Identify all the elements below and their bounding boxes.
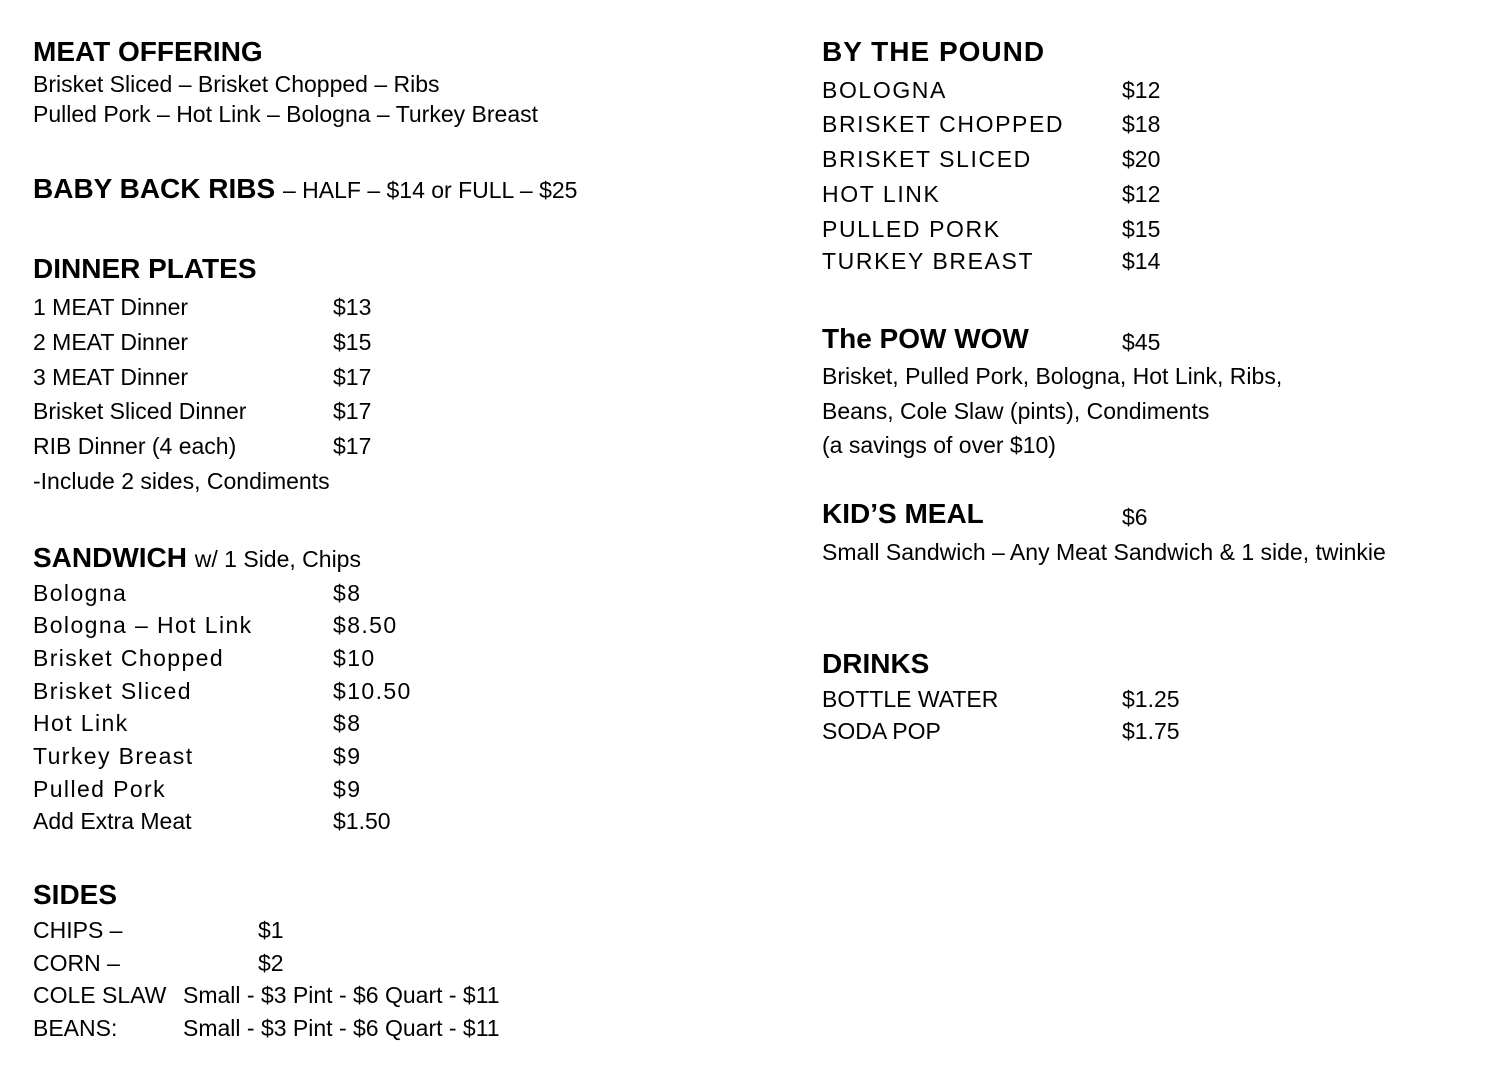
pound-item-price: $15 — [1122, 216, 1161, 242]
dinner-plate-price: $13 — [333, 294, 372, 320]
dinner-plate-row — [33, 397, 633, 427]
sandwich-price: $8 — [333, 710, 362, 736]
dinner-plates-note: -Include 2 sides, Condiments — [33, 468, 330, 494]
dinner-plate-price: $17 — [333, 433, 372, 459]
pound-item-name: PULLED PORK — [822, 216, 1001, 242]
pound-row — [822, 76, 1422, 106]
sandwich-price: $1.50 — [333, 808, 391, 834]
dinner-plate-row — [33, 328, 633, 358]
sandwich-name: Hot Link — [33, 710, 129, 736]
kids-meal-description: Small Sandwich – Any Meat Sandwich & 1 side, twinkie — [822, 539, 1386, 565]
drink-row — [822, 717, 1422, 747]
pound-item-price: $12 — [1122, 181, 1161, 207]
meat-offering-heading: MEAT OFFERING — [33, 36, 263, 67]
sandwich-price: $8.50 — [333, 612, 398, 638]
sides-heading: SIDES — [33, 879, 118, 910]
side-price: $1 — [258, 917, 284, 943]
sandwich-row — [33, 579, 633, 609]
sandwich-name: Brisket Sliced — [33, 678, 192, 704]
pow-wow-savings: (a savings of over $10) — [822, 432, 1056, 458]
drink-price: $1.75 — [1122, 718, 1180, 744]
sandwich-row — [33, 807, 633, 837]
sandwich-price: $9 — [333, 743, 362, 769]
side-name: CHIPS – — [33, 917, 123, 943]
dinner-plate-price: $17 — [333, 364, 372, 390]
sandwich-subtitle: w/ 1 Side, Chips — [194, 546, 361, 572]
side-sizes: Small - $3 Pint - $6 Quart - $11 — [183, 982, 500, 1008]
dinner-plates-heading: DINNER PLATES — [33, 253, 257, 284]
kids-meal-heading: KID’S MEAL — [822, 498, 984, 529]
sandwich-row — [33, 611, 633, 641]
sandwich-price: $8 — [333, 580, 362, 606]
pound-item-price: $18 — [1122, 111, 1161, 137]
sandwich-name: Bologna — [33, 580, 128, 606]
dinner-plate-name: 3 MEAT Dinner — [33, 364, 189, 390]
sandwich-name: Brisket Chopped — [33, 645, 225, 671]
pound-item-price: $14 — [1122, 248, 1161, 274]
sandwich-name: Turkey Breast — [33, 743, 194, 769]
kids-meal-heading-row — [822, 500, 1422, 534]
drinks-heading: DRINKS — [822, 648, 930, 679]
dinner-plate-price: $15 — [333, 329, 372, 355]
pow-wow-price: $45 — [1122, 329, 1161, 355]
sandwich-heading-line — [33, 542, 361, 575]
pound-item-name: BOLOGNA — [822, 77, 947, 103]
dinner-plate-name: 1 MEAT Dinner — [33, 294, 189, 320]
sandwich-row — [33, 742, 633, 772]
side-sizes: Small - $3 Pint - $6 Quart - $11 — [183, 1015, 500, 1041]
pound-item-name: BRISKET SLICED — [822, 146, 1032, 172]
side-row-chips — [33, 916, 633, 946]
dinner-plate-row — [33, 432, 633, 462]
sandwich-row — [33, 644, 633, 674]
pound-row — [822, 145, 1422, 175]
sandwich-name: Add Extra Meat — [33, 808, 192, 834]
sandwich-price: $9 — [333, 776, 362, 802]
side-name: BEANS: — [33, 1015, 118, 1041]
side-name: CORN – — [33, 950, 120, 976]
meat-offering-line-1: Brisket Sliced – Brisket Chopped – Ribs — [33, 71, 440, 97]
side-row-beans — [33, 1014, 633, 1044]
drink-name: SODA POP — [822, 718, 941, 744]
kids-meal-price: $6 — [1122, 504, 1148, 530]
pound-row — [822, 110, 1422, 140]
sandwich-row — [33, 709, 633, 739]
pound-item-name: BRISKET CHOPPED — [822, 111, 1065, 137]
pound-item-name: HOT LINK — [822, 181, 941, 207]
pow-wow-line-1: Brisket, Pulled Pork, Bologna, Hot Link, Ribs, — [822, 363, 1283, 389]
dinner-plate-name: 2 MEAT Dinner — [33, 329, 189, 355]
sandwich-price: $10.50 — [333, 678, 412, 704]
drink-row — [822, 685, 1422, 715]
sandwich-row — [33, 775, 633, 805]
sandwich-name: Bologna – Hot Link — [33, 612, 253, 638]
dinner-plate-name: Brisket Sliced Dinner — [33, 398, 247, 424]
sandwich-name: Pulled Pork — [33, 776, 167, 802]
baby-back-ribs-prices: – HALF – $14 or FULL – $25 — [282, 177, 578, 203]
side-row-cole-slaw — [33, 981, 633, 1011]
pound-row — [822, 180, 1422, 210]
baby-back-ribs-heading: BABY BACK RIBS — [33, 173, 276, 204]
side-row-corn — [33, 949, 633, 979]
by-the-pound-heading: BY THE POUND — [822, 36, 1046, 67]
pound-item-price: $12 — [1122, 77, 1161, 103]
drink-name: BOTTLE WATER — [822, 686, 999, 712]
baby-back-ribs-line — [33, 173, 577, 206]
side-name: COLE SLAW — [33, 982, 167, 1008]
side-price: $2 — [258, 950, 284, 976]
pound-row — [822, 215, 1422, 245]
pound-row — [822, 247, 1422, 277]
dinner-plate-name: RIB Dinner (4 each) — [33, 433, 237, 459]
sandwich-heading: SANDWICH — [33, 542, 187, 573]
meat-offering-line-2: Pulled Pork – Hot Link – Bologna – Turkey Breast — [33, 101, 539, 127]
pow-wow-line-2: Beans, Cole Slaw (pints), Condiments — [822, 398, 1210, 424]
dinner-plate-row — [33, 363, 633, 393]
sandwich-price: $10 — [333, 645, 376, 671]
pow-wow-heading-row — [822, 325, 1422, 359]
dinner-plate-price: $17 — [333, 398, 372, 424]
pound-item-price: $20 — [1122, 146, 1161, 172]
pound-item-name: TURKEY BREAST — [822, 248, 1035, 274]
drink-price: $1.25 — [1122, 686, 1180, 712]
dinner-plate-row — [33, 293, 633, 323]
sandwich-row — [33, 677, 633, 707]
pow-wow-heading: The POW WOW — [822, 323, 1029, 354]
